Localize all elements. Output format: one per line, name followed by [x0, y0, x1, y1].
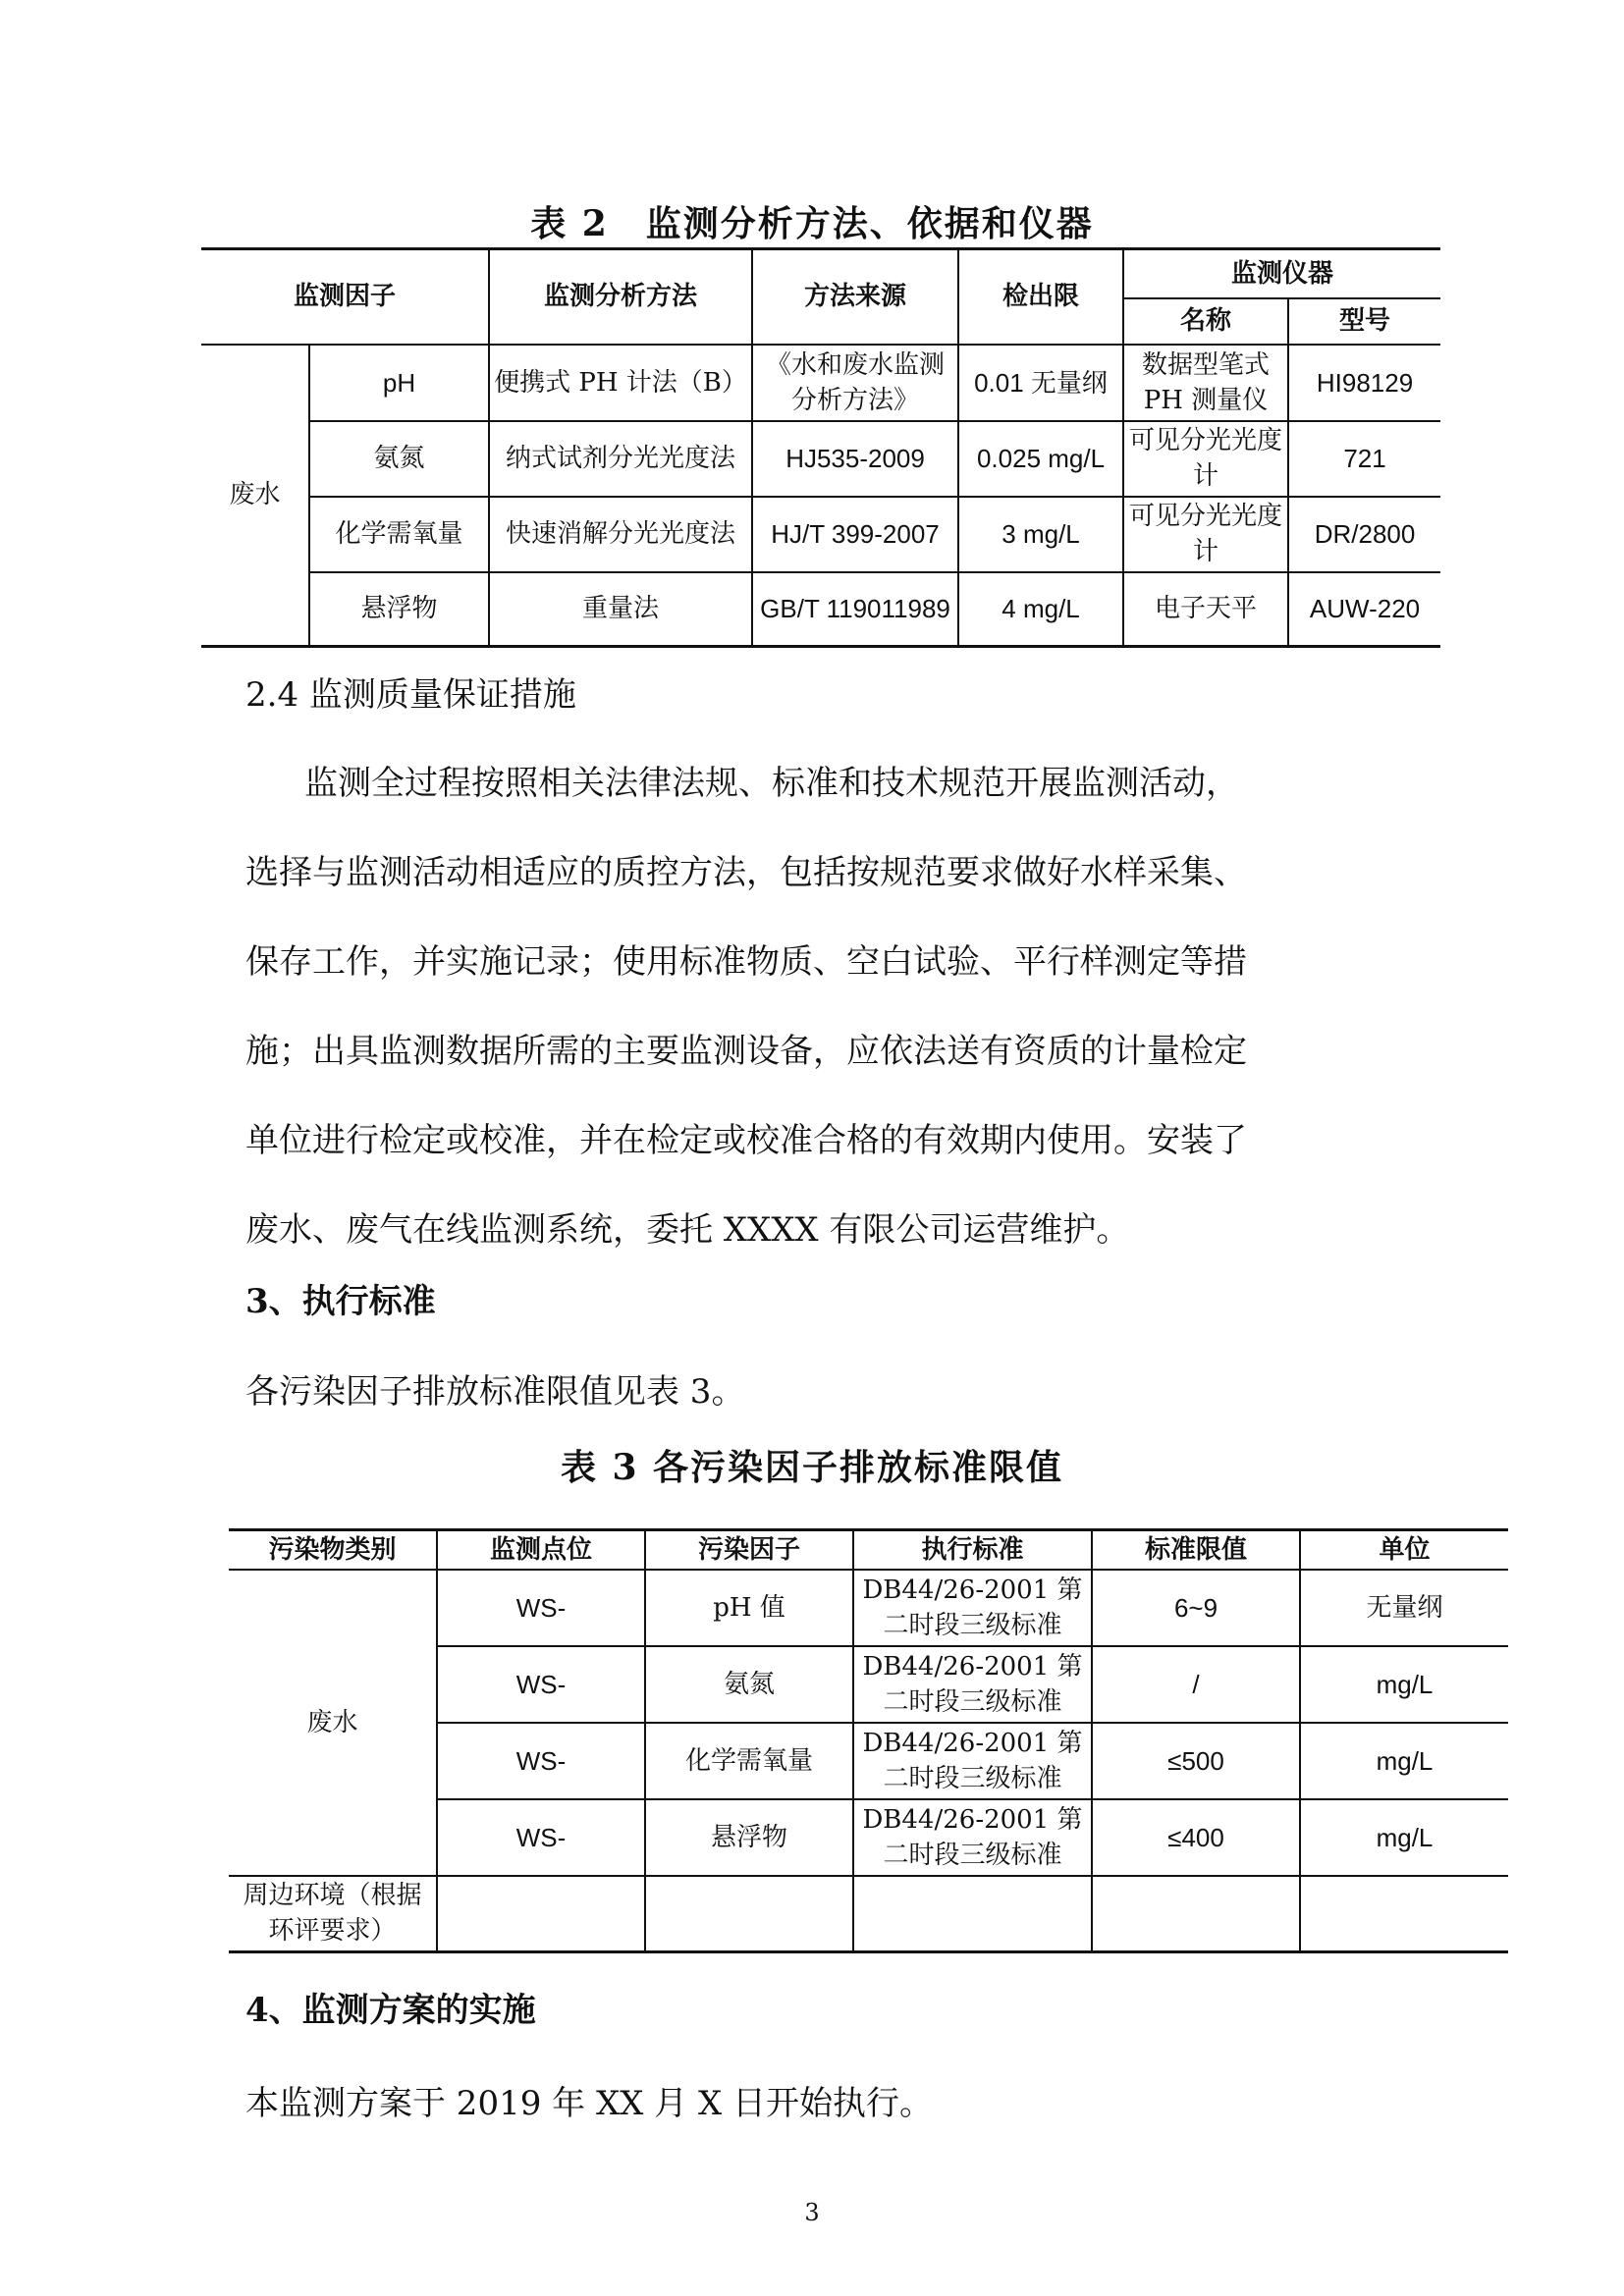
empty-cell	[437, 1876, 645, 1952]
empty-cell	[1300, 1876, 1508, 1952]
source-cell: GB/T 119011989	[752, 572, 958, 647]
limit-cell: ≤400	[1092, 1799, 1300, 1876]
method-cell: 快速消解分光光度法	[489, 497, 752, 572]
section-4-heading: 4、监测方案的实施	[245, 1991, 536, 2030]
table2	[201, 247, 1440, 648]
limit-cell: 0.01 无量纲	[958, 345, 1123, 421]
th-limit: 标准限值	[1092, 1530, 1300, 1570]
paragraph-line: 选择与监测活动相适应的质控方法，包括按规范要求做好水样采集、	[245, 853, 1247, 892]
th-factor: 监测因子	[201, 249, 489, 345]
table2-caption: 表 2 监测分析方法、依据和仪器	[530, 203, 1094, 244]
th-factor: 污染因子	[645, 1530, 853, 1570]
paragraph-line: 施；出具监测数据所需的主要监测设备，应依法送有资质的计量检定	[245, 1032, 1247, 1071]
th-source: 方法来源	[752, 249, 958, 345]
instrument-name-cell: 可见分光光度计	[1123, 421, 1288, 497]
section-2-4-heading: 2.4 监测质量保证措施	[245, 675, 576, 715]
standard-cell: DB44/26-2001 第二时段三级标准	[853, 1723, 1092, 1799]
method-cell: 重量法	[489, 572, 752, 647]
category-cell: 废水	[201, 345, 309, 647]
method-cell: 纳式试剂分光光度法	[489, 421, 752, 497]
instrument-name-cell: 数据型笔式 PH 测量仪	[1123, 345, 1288, 421]
empty-cell	[1092, 1876, 1300, 1952]
section-3-heading: 3、执行标准	[245, 1282, 436, 1321]
unit-cell: mg/L	[1300, 1723, 1508, 1799]
factor-cell: pH 值	[645, 1570, 853, 1646]
method-cell: 便携式 PH 计法（B）	[489, 345, 752, 421]
instrument-model-cell: 721	[1288, 421, 1440, 497]
instrument-name-cell: 电子天平	[1123, 572, 1288, 647]
instrument-model-cell: DR/2800	[1288, 497, 1440, 572]
limit-cell: 4 mg/L	[958, 572, 1123, 647]
standard-cell: DB44/26-2001 第二时段三级标准	[853, 1570, 1092, 1646]
instrument-model-cell: AUW-220	[1288, 572, 1440, 647]
page-number: 3	[804, 2199, 820, 2226]
limit-cell: /	[1092, 1646, 1300, 1723]
point-cell: WS-	[437, 1723, 645, 1799]
paragraph-line: 废水、废气在线监测系统，委托 XXXX 有限公司运营维护。	[245, 1210, 1130, 1250]
th-standard: 执行标准	[853, 1530, 1092, 1570]
factor-cell: 氨氮	[645, 1646, 853, 1723]
point-cell: WS-	[437, 1646, 645, 1723]
paragraph-line: 单位进行检定或校准，并在检定或校准合格的有效期内使用。安装了	[245, 1121, 1247, 1160]
unit-cell: mg/L	[1300, 1646, 1508, 1723]
section-3-text: 各污染因子排放标准限值见表 3。	[245, 1372, 745, 1412]
table3-caption: 表 3 各污染因子排放标准限值	[560, 1447, 1064, 1488]
unit-cell: mg/L	[1300, 1799, 1508, 1876]
source-cell: 《水和废水监测分析方法》	[752, 345, 958, 421]
section-2-4-paragraph-cont	[245, 828, 1384, 1275]
instrument-name-cell: 可见分光光度计	[1123, 497, 1288, 572]
table-row	[201, 421, 1440, 497]
unit-cell: 无量纲	[1300, 1570, 1508, 1646]
instrument-model-cell: HI98129	[1288, 345, 1440, 421]
table-row	[201, 497, 1440, 572]
limit-cell: 6~9	[1092, 1570, 1300, 1646]
empty-cell	[853, 1876, 1092, 1952]
factor-cell: 氨氮	[309, 421, 489, 497]
factor-cell: pH	[309, 345, 489, 421]
section-2-4-paragraph	[304, 739, 1443, 828]
th-name: 名称	[1123, 298, 1288, 345]
table-row	[201, 572, 1440, 647]
th-method: 监测分析方法	[489, 249, 752, 345]
empty-cell	[645, 1876, 853, 1952]
point-cell: WS-	[437, 1570, 645, 1646]
th-unit: 单位	[1300, 1530, 1508, 1570]
th-limit: 检出限	[958, 249, 1123, 345]
paragraph-line: 保存工作，并实施记录；使用标准物质、空白试验、平行样测定等措	[245, 942, 1247, 982]
point-cell: WS-	[437, 1799, 645, 1876]
factor-cell: 悬浮物	[645, 1799, 853, 1876]
paragraph-line: 监测全过程按照相关法律法规、标准和技术规范开展监测活动，	[304, 764, 1239, 803]
table-row	[201, 345, 1440, 421]
limit-cell: ≤500	[1092, 1723, 1300, 1799]
standard-cell: DB44/26-2001 第二时段三级标准	[853, 1646, 1092, 1723]
category-cell: 周边环境（根据环评要求）	[229, 1876, 437, 1952]
table-row	[229, 1570, 1508, 1646]
th-category: 污染物类别	[229, 1530, 437, 1570]
category-cell: 废水	[229, 1570, 437, 1876]
limit-cell: 3 mg/L	[958, 497, 1123, 572]
factor-cell: 化学需氧量	[645, 1723, 853, 1799]
th-point: 监测点位	[437, 1530, 645, 1570]
standard-cell: DB44/26-2001 第二时段三级标准	[853, 1799, 1092, 1876]
section-4-text: 本监测方案于 2019 年 XX 月 X 日开始执行。	[245, 2084, 933, 2123]
factor-cell: 化学需氧量	[309, 497, 489, 572]
source-cell: HJ/T 399-2007	[752, 497, 958, 572]
limit-cell: 0.025 mg/L	[958, 421, 1123, 497]
factor-cell: 悬浮物	[309, 572, 489, 647]
table-row	[229, 1876, 1508, 1952]
source-cell: HJ535-2009	[752, 421, 958, 497]
th-instrument: 监测仪器	[1123, 249, 1440, 298]
table3	[229, 1528, 1508, 1953]
th-model: 型号	[1288, 298, 1440, 345]
